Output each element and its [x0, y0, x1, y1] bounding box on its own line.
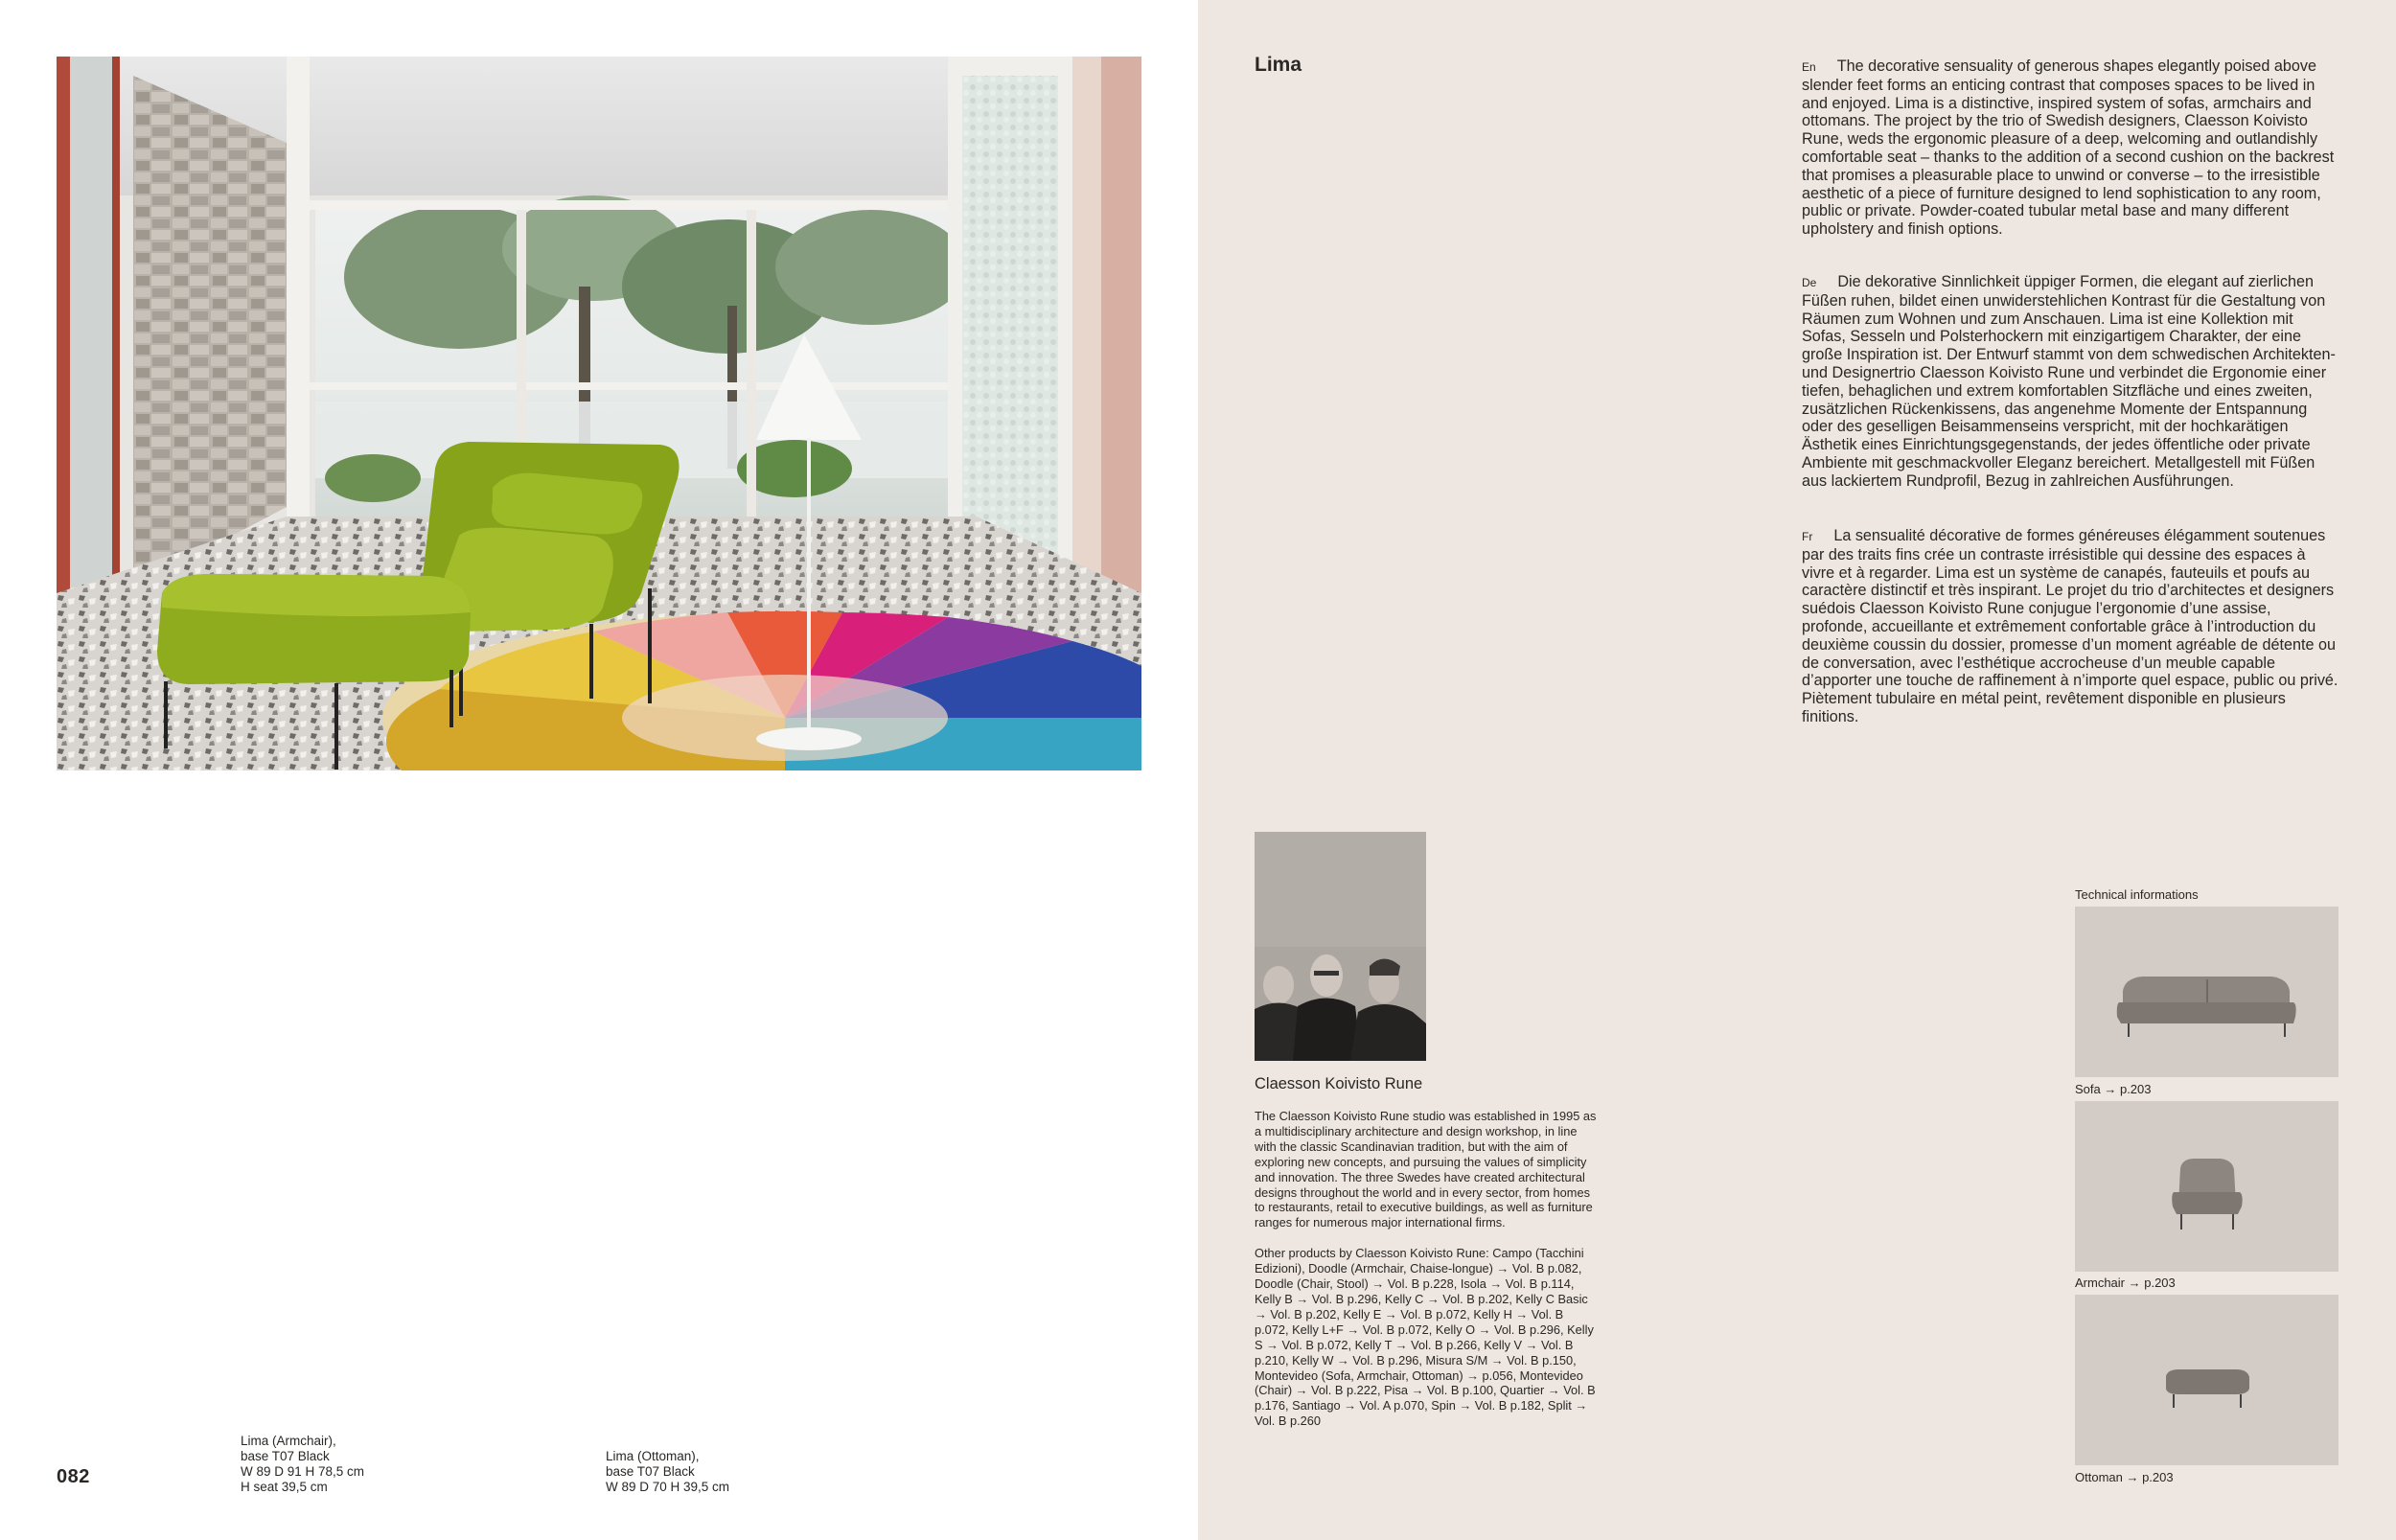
designer-portrait [1255, 832, 1426, 1061]
text-fr [1802, 527, 2338, 726]
language-code: Fr [1802, 530, 1813, 543]
text-en [1802, 57, 2338, 239]
sofa-thumbnail[interactable] [2075, 907, 2338, 1077]
ottoman-thumbnail[interactable] [2075, 1295, 2338, 1465]
caption-line: W 89 D 70 H 39,5 cm [606, 1480, 730, 1494]
caption-line: H seat 39,5 cm [241, 1480, 328, 1494]
sofa-label[interactable]: Sofa → p.203 [2075, 1082, 2152, 1096]
other-products: Other products by Claesson Koivisto Rune: Campo (Tacchini Edizioni), Doodle (Armchair, Chaise-longue) → Vol. B p.082, Doodle (Chair, Stool) → Vol. B p.228, Isola → Vol. B p.114, Kelly B → Vol. B p.296, Kelly C → Vol. B p.202, Kelly C Basic → Vol. B p.202, Kelly E → Vol. B p.072, Kelly H → Vol. B p.072, Kelly L+F → Vol. B p.072, Kelly O → Vol. B p.296, Kelly S → Vol. B p.072, Kelly T → Vol. B p.266, Kelly V → Vol. B p.210, Kelly W → Vol. B p.296, Misura S/M → Vol. B p.150, Montevideo (Sofa, Armchair, Ottoman) → p.056, Montevideo (Chair) → Vol. B p.222, Pisa → Vol. B p.100, Quartier → Vol. B p.176, Santiago → Vol. A p.070, Spin → Vol. B p.182, Split → Vol. B p.260 [1255, 1246, 1596, 1429]
technical-info-title: Technical informations [2075, 887, 2199, 902]
caption-line: base T07 Black [241, 1449, 330, 1463]
product-title: Lima [1255, 54, 1302, 76]
armchair-thumbnail[interactable] [2075, 1101, 2338, 1272]
hero-photo [57, 57, 1141, 770]
designer-name: Claesson Koivisto Rune [1255, 1075, 1423, 1092]
armchair-caption [241, 1434, 364, 1495]
living-room-illustration [57, 57, 1141, 770]
caption-line: Lima (Armchair), [241, 1434, 336, 1448]
page-number: 082 [57, 1466, 90, 1487]
caption-line: base T07 Black [606, 1464, 695, 1479]
caption-line: W 89 D 91 H 78,5 cm [241, 1464, 365, 1479]
text-de [1802, 273, 2338, 491]
bio-text: The Claesson Koivisto Rune studio was established in 1995 as a multidisciplinary architecture and design workshop, in line with the classic Scandinavian tradition, but with the aim of exploring new concepts, and pursuing the values of simplicity and innovation. The three Swedes have created architectural designs throughout the world and in every sector, from homes to restaurants, retail to executive buildings, as well as furniture ranges for numerous major international firms. [1255, 1109, 1597, 1230]
description-body: The decorative sensuality of generous shapes elegantly poised above slender feet forms an enticing contrast that composes spaces to be lived in and enjoyed. Lima is a distinctive, inspired system of sofas, armchairs and ottomans. The project by the trio of Swedish designers, Claesson Koivisto Rune, weds the ergonomic pleasure of a deep, welcoming and outlandishly comfortable seat – thanks to the addition of a second cushion on the backrest that promises a pleasurable place to unwind or converse – to the irresistible aesthetic of a piece of furniture designed to lend sophistication to any room, public or private. Powder-coated tubular metal base and many different upholstery and finish options. [1802, 57, 2335, 239]
armchair-label[interactable]: Armchair → p.203 [2075, 1276, 2176, 1290]
description-body: Die dekorative Sinnlichkeit üppiger Formen, die elegant auf zierlichen Füßen ruhen, bildet einen unwiderstehlichen Kontrast für die Gestaltung von Räumen zum Wohnen und zum Anschauen. Lima ist eine Kollektion mit Sofas, Sesseln und Polsterhockern mit einzigartigem Charakter, der eine große Inspiration ist. Der Entwurf stammt von dem schwedischen Architekten- und Designertrio Claesson Koivisto Rune und verbindet die Ergonomie einer tiefen, behaglichen und extrem komfortablen Sitzfläche und eines zweiten, zusätzlichen Rückenkissens, das angenehme Momente der Entspannung oder des geselligen Beisammenseins verspricht, mit der hochkarätigen Ästhetik eines Einrichtungsgegenstands, der jedes öffentliche oder private Ambiente mit geschmackvoller Eleganz bereichert. Metallgestell mit Füßen aus lackiertem Rundprofil, Bezug in zahlreichen Ausführungen. [1802, 273, 2336, 490]
ottoman-caption [606, 1449, 729, 1495]
language-code: De [1802, 276, 1817, 289]
designer-bio [1255, 1109, 1600, 1444]
caption-line: Lima (Ottoman), [606, 1449, 700, 1463]
description-body: La sensualité décorative de formes généreuses élégamment soutenues par des traits fins crée un contraste irrésistible qui dessine des espaces à vivre et à regarder. Lima est un système de canapés, fauteuils et poufs au caractère distinctif et très inspirant. Le projet du trio d’architectes et designers suédois Claesson Koivisto Rune conjugue l’ergonomie d’une assise, profonde, accueillante et extrêmement confortable grâce à l’introduction du deuxième coussin du dossier, promesse d’un moment agréable de détente ou de conversation, avec l’esthétique accrocheuse d’un meuble capable d’apporter une touche de raffinement à n’importe quel espace, public ou privé. Piètement tubulaire en métal peint, revêtement disponible en plusieurs finitions. [1802, 527, 2338, 725]
ottoman-label[interactable]: Ottoman → p.203 [2075, 1470, 2174, 1484]
language-code: En [1802, 60, 1816, 74]
